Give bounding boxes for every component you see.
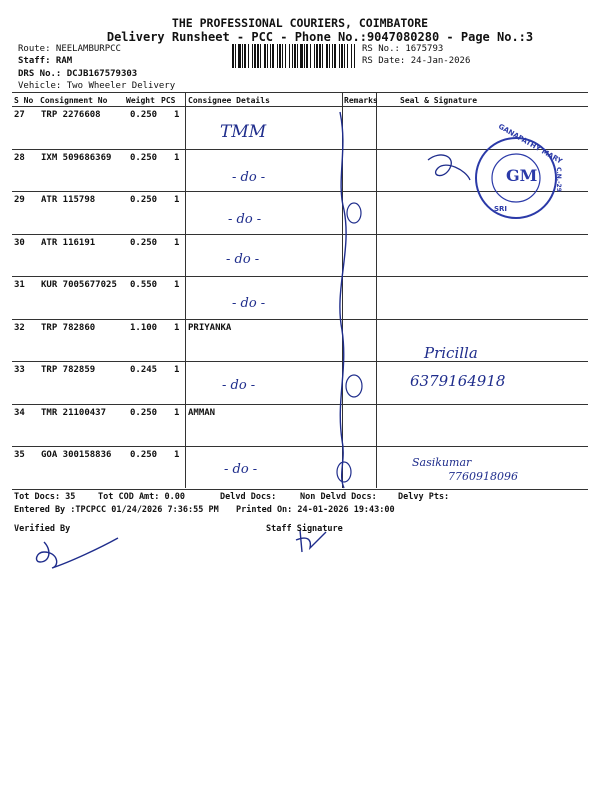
entered-by: Entered By :TPCPCC 01/24/2026 7:36:55 PM: [14, 505, 219, 515]
row-pcs: 1: [174, 450, 180, 460]
row29-ditto: - do -: [228, 212, 262, 227]
row-consignment: IXM 509686369: [41, 152, 112, 163]
row-weight: 0.250: [130, 407, 158, 418]
non-delivered-docs: Non Delvd Docs:: [300, 492, 377, 502]
header-weight: Weight: [126, 96, 155, 105]
staff-signature: Staff Signature: [266, 524, 343, 534]
delivery-points: Delvy Pts:: [398, 492, 450, 502]
row-consignment: TRP 782860: [41, 322, 96, 333]
stamp-name: GANAPATHY MARY: [496, 122, 564, 166]
row-consignment: ATR 115798: [41, 195, 96, 205]
row-consignment: TRP 2276608: [41, 110, 101, 120]
row-consignment: TMR 21100437: [41, 407, 107, 418]
row33-receiver-name: Pricilla: [424, 344, 478, 362]
row-sno: 28: [14, 152, 25, 163]
row-weight: 0.550: [130, 280, 158, 290]
header-seal: Seal & Signature: [400, 96, 478, 105]
row-weight: 0.250: [130, 195, 158, 205]
row-pcs: 1: [174, 195, 180, 205]
row-sno: 33: [14, 365, 25, 375]
row-pcs: 1: [174, 407, 180, 418]
row-pcs: 1: [174, 365, 180, 375]
header-consignment: Consignment No: [40, 96, 108, 105]
row-consignment: KUR 7005677025: [41, 280, 117, 290]
header-pcs: PCS: [161, 96, 176, 105]
header-remarks: Remarks: [344, 96, 378, 105]
printed-on: Printed On: 24-01-2026 19:43:00: [236, 505, 395, 515]
row-sno: 29: [14, 195, 25, 205]
total-cod: Tot COD Amt: 0.00: [98, 492, 185, 502]
route-label: Route: NEELAMBURPCC: [18, 44, 121, 54]
stamp-center: GM: [506, 166, 538, 185]
row-consignment: TRP 782859: [41, 365, 96, 375]
row-consignee: PRIYANKA: [188, 322, 232, 333]
row35-ditto: - do -: [224, 462, 258, 477]
row-pcs: 1: [174, 237, 180, 248]
rs-date: RS Date: 24-Jan-2026: [362, 56, 471, 66]
row-sno: 30: [14, 237, 25, 248]
row31-ditto: - do -: [232, 296, 266, 311]
row35-receiver-name: Sasikumar: [412, 456, 472, 469]
runsheet-subtitle: Delivery Runsheet - PCC - Phone No.:9047080280 - Page No.:3: [106, 30, 534, 44]
row-weight: 0.250: [130, 450, 158, 460]
rs-number: RS No.: 1675793: [362, 44, 444, 54]
row-sno: 27: [14, 110, 25, 120]
row-sno: 35: [14, 450, 25, 460]
row-pcs: 1: [174, 152, 180, 163]
row33-ditto: - do -: [222, 378, 256, 393]
row-sno: 32: [14, 322, 25, 333]
row-weight: 0.245: [130, 365, 158, 375]
row27-handwriting: TMM: [220, 122, 267, 142]
row-weight: 1.100: [130, 322, 158, 333]
row-pcs: 1: [174, 110, 180, 120]
row30-ditto: - do -: [226, 252, 260, 267]
row-pcs: 1: [174, 280, 180, 290]
total-docs: Tot Docs: 35: [14, 492, 76, 502]
stamp-sri: SRI: [494, 205, 508, 213]
verified-by: Verified By: [14, 524, 71, 534]
drs-number: DRS No.: DCJB167579303: [18, 69, 138, 79]
row-pcs: 1: [174, 322, 180, 333]
row-consignment: ATR 116191: [41, 237, 96, 248]
header-consignee: Consignee Details: [188, 96, 270, 105]
row-consignment: GOA 300158836: [41, 450, 112, 460]
row-weight: 0.250: [130, 237, 158, 248]
stamp-side: C.N.-29: [554, 167, 562, 192]
row-consignee: AMMAN: [188, 407, 216, 418]
company-title: THE PROFESSIONAL COURIERS, COIMBATORE: [171, 16, 429, 30]
row-weight: 0.250: [130, 110, 158, 120]
row-weight: 0.250: [130, 152, 158, 163]
row-sno: 31: [14, 280, 25, 290]
delivered-docs: Delvd Docs:: [220, 492, 277, 502]
vehicle-label: Vehicle: Two Wheeler Delivery: [18, 81, 176, 91]
row33-receiver-phone: 6379164918: [410, 372, 506, 390]
row28-ditto: - do -: [232, 170, 266, 185]
row35-receiver-phone: 7760918096: [448, 470, 518, 483]
row-sno: 34: [14, 407, 25, 418]
header-sno: S No: [14, 96, 34, 105]
staff-label: Staff: RAM: [18, 56, 73, 66]
